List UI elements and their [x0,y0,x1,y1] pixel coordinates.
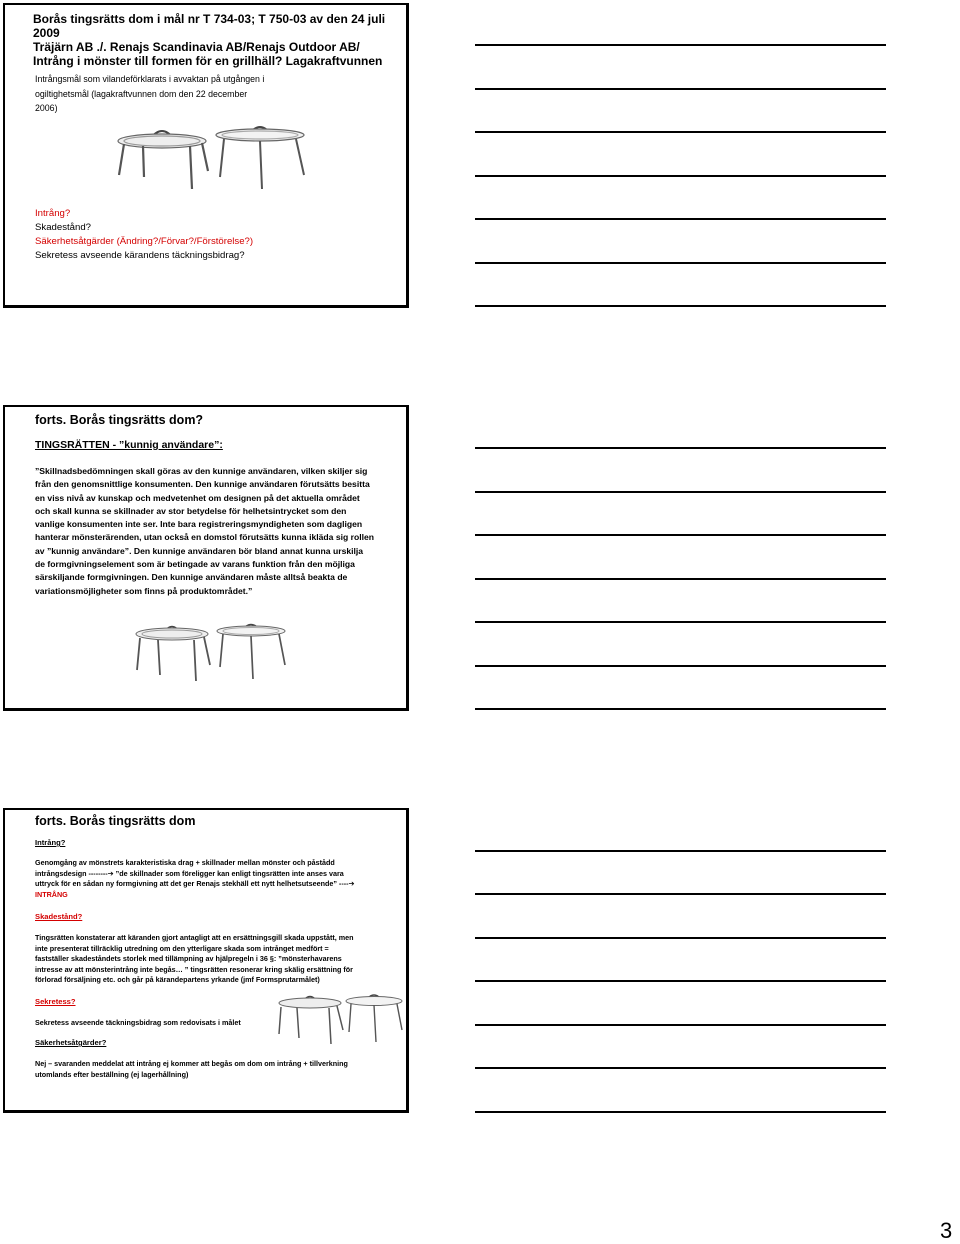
slide2-paragraph-line: vanlige konsumenten inte ser. Inte bara registreringsmyndigheten som dagligen [35,519,363,530]
slide1-questions [35,207,253,263]
slide2-paragraph-line: ”Skillnadsbedömningen skall göras av den kunnige användaren, vilken skiljer sig [35,466,368,476]
slide2-paragraph-line: särskiljande formgivningen. Den kunnige användaren måste alltså beakta de [35,572,348,583]
note-line [475,665,886,667]
slide3-skadestand-line: intresse av att mönsterintrång inte begås… ” tingsrätten resonerar kring skälig ersättning för [35,964,353,974]
slide2-paragraph-line: av ”kunnig användare”. Den kunnige användaren bör bland annat kunna urskilja [35,545,364,556]
note-line [475,708,886,710]
note-line [475,937,886,939]
slide3-intrang-line: uttryck för en sådan ny formgivning att det ger Renajs stekhäll ett nytt helhetsutseende” ----➔ [35,879,355,889]
note-line [475,621,886,623]
slide3-skadestand-text [35,933,354,986]
slide1-body-line: ogiltighetsmål (lagakraftvunnen dom den 22 december [35,88,248,99]
slide-1 [3,3,409,308]
slide3-skadestand-line: förlorad försäljning etc. och går på kärandepartens yrkande (jmf Formsprutarmålet) [35,975,320,985]
note-line [475,1067,886,1069]
slide3-sakerhet-heading: Säkerhetsåtgärder? [35,1038,107,1047]
question-sakerhetsatgarder: Säkerhetsåtgärder (Ändring?/Förvar?/Förstörelse?) [35,236,254,247]
slide2-subtitle: TINGSRÄTTEN - ”kunnig användare”: [35,439,223,451]
slide3-intrang-heading: Intrång? [35,838,66,847]
slide3-title: forts. Borås tingsrätts dom [35,814,196,828]
note-line [475,262,886,264]
slide3-sakerhet-line: utomlands efter beställning (ej lagerhållning) [35,1069,189,1079]
slide1-body [35,72,264,116]
slide-3 [3,808,409,1113]
slide3-skadestand-line: Tingsrätten konstaterar att käranden gjort antagligt att en ersättningsgill skada uppstått, men [35,933,354,942]
slide1-body-line: 2006) [35,103,58,113]
note-line [475,44,886,46]
note-line [475,447,886,449]
question-sekretess: Sekretess avseende kärandens täckningsbidrag? [35,250,245,261]
slide2-paragraph-line: från den genomsnittlige konsumenten. Den kunnige användaren förutsätts besitta [35,479,370,490]
note-line [475,175,886,177]
note-line [475,491,886,493]
note-line [475,980,886,982]
question-intrang: Intrång? [35,208,71,219]
question-skadestand: Skadestånd? [35,222,92,233]
slide3-sakerhet-text [35,1059,348,1080]
note-line [475,850,886,852]
slide1-title [33,12,406,68]
slide2-paragraph-line: och skall kunna se skillnader av stor betydelse för helhetsintrycket som den [35,505,347,516]
slide1-body-line: Intrångsmål som vilandeförklarats i avvaktan på utgången i [35,74,265,84]
slide3-skadestand-line: inte presenterat tillräcklig utredning om den ytterligare skada som intrånget medfört = [35,943,329,953]
slide3-sekretess-text: Sekretess avseende täckningsbidrag som redovisats i målet [35,1018,241,1027]
slide3-sekretess-heading: Sekretess? [35,997,76,1006]
slide3-intrang-verdict: INTRÅNG [35,889,68,899]
slide3-skadestand-heading: Skadestånd? [35,912,83,921]
slide1-title-line: Intrång i mönster till formen för en grillhäll? Lagakraftvunnen [33,54,383,68]
slide2-paragraph-line: de formgivningselement som är betingade av varans funktion från den möjliga [35,559,355,570]
slide2-title: forts. Borås tingsrätts dom? [35,413,204,427]
slide3-intrang-line: intrångsdesign --------➔ ”de skillnader som föreligger kan enligt tingsrätten inte anses vara [35,868,344,878]
page-number: 3 [940,1218,953,1243]
slide3-intrang-text [35,858,355,900]
note-line [475,893,886,895]
slide2-paragraph-line: variationsmöjligheter som finns på produktområdet.” [35,585,253,596]
slide-2 [3,405,409,711]
grill-tables-image [273,988,405,1048]
note-line [475,218,886,220]
grill-tables-image [110,117,310,197]
note-line [475,305,886,307]
note-line [475,88,886,90]
slide3-intrang-line: Genomgång av mönstrets karakteristiska drag + skillnader mellan mönster och påstådd [35,858,335,867]
note-line [475,578,886,580]
slide3-sakerhet-line: Nej – svaranden meddelat att intrång ej kommer att begås om dom om intrång + tillverkning [35,1059,348,1068]
slide3-skadestand-line: fastställer skadeståndets storlek med tillämpning av hjälpregeln i 36 §: ”mönsterhavarens [35,954,342,964]
note-line [475,1024,886,1026]
slide1-title-line: Träjärn AB ./. Renajs Scandinavia AB/Renajs Outdoor AB/ [33,40,360,54]
slide1-title-line: Borås tingsrätts dom i mål nr T 734-03; T 750-03 av den 24 juli 2009 [33,12,386,40]
grill-tables-image [130,615,290,685]
note-line [475,131,886,133]
slide2-paragraph [35,465,374,598]
slide2-paragraph-line: hanterar mönsterärenden, utan också en domstol förutsätts kunna ikläda sig rollen [35,532,375,543]
slide2-paragraph-line: en viss nivå av kunskap och medvetenhet om designen på det aktuella området [35,492,360,503]
note-line [475,534,886,536]
note-line [475,1111,886,1113]
